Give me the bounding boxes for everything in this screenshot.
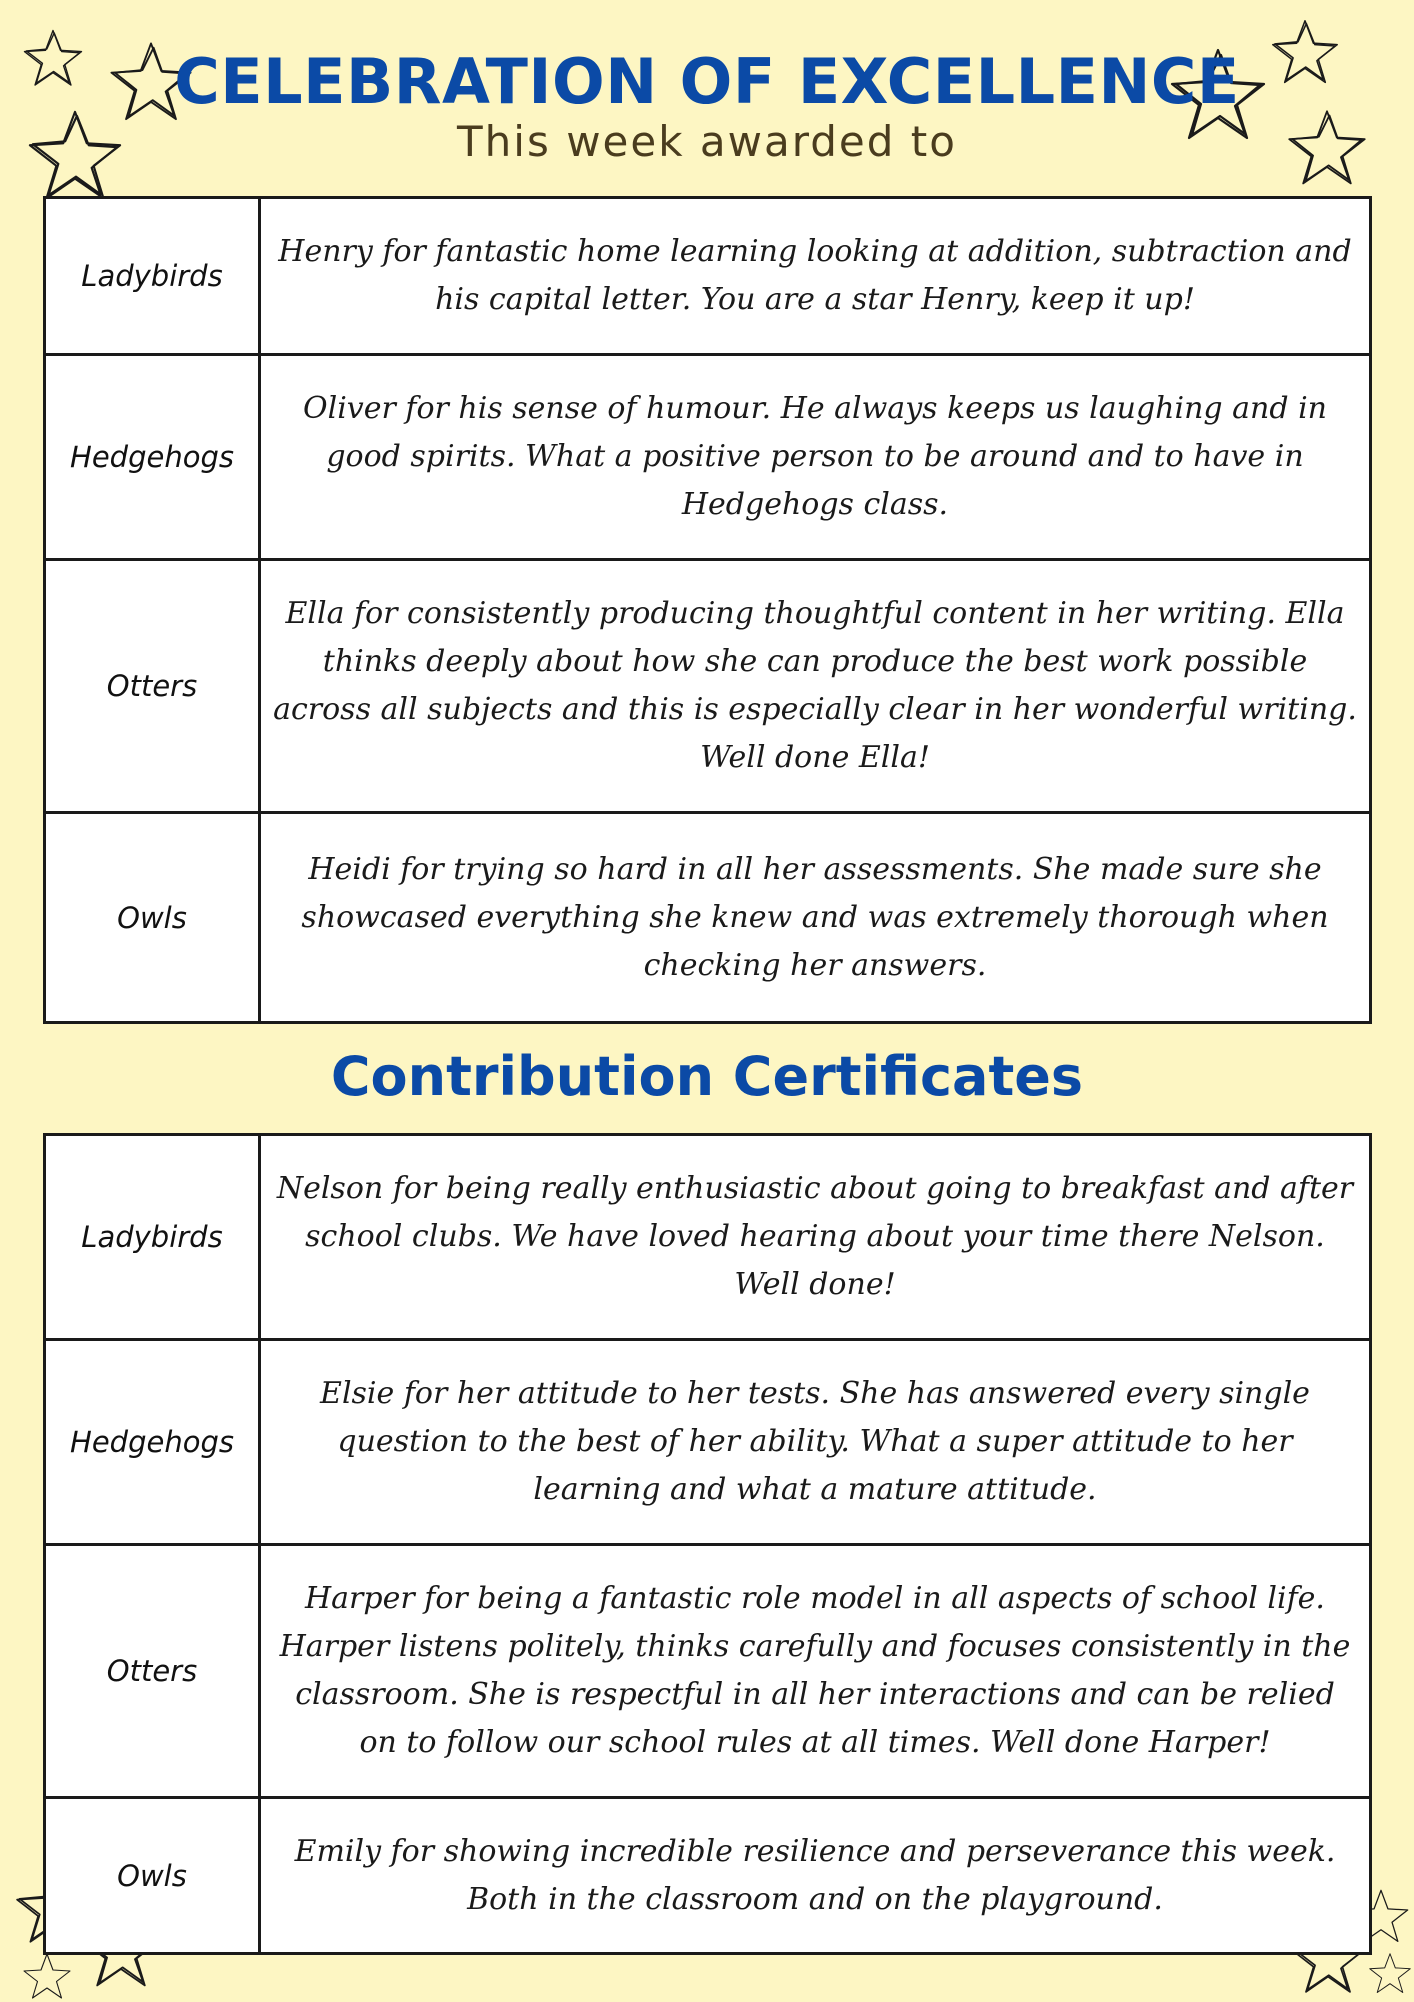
award-text: Elsie for her attitude to her tests. She has answered every single question to the best of her ability. What a super attitude to her learning and what a mature attitude. [260,1340,1371,1545]
award-text: Oliver for his sense of humour. He always keeps us laughing and in good spirits. What a positive person to be around and to have in Hedgehogs class. [260,355,1371,560]
award-text: Ella for consistently producing thoughtful content in her writing. Ella thinks deeply about how she can produce the best work possible across all subjects and this is especially clear in her wonderful writing. Well done Ella! [260,560,1371,813]
table-row [45,1340,1371,1545]
page-subtitle: This week awarded to [457,117,957,166]
star-doodle-icon [22,1952,72,2002]
class-name: Hedgehogs [45,1340,260,1545]
contribution-table [43,1133,1372,1955]
excellence-table [43,196,1372,1024]
table-row [45,813,1371,1023]
class-name: Otters [45,1545,260,1798]
table-row [45,355,1371,560]
class-name: Owls [45,813,260,1023]
table-row [45,198,1371,355]
class-name: Hedgehogs [45,355,260,560]
table-row [45,1798,1371,1954]
page-title: CELEBRATION OF EXCELLENCE [174,45,1240,118]
award-text: Heidi for trying so hard in all her assessments. She made sure she showcased everything she knew and was extremely thorough when checking her answers. [260,813,1371,1023]
class-name: Owls [45,1798,260,1954]
class-name: Ladybirds [45,198,260,355]
table-row [45,560,1371,813]
award-text: Henry for fantastic home learning looking at addition, subtraction and his capital letter. You are a star Henry, keep it up! [260,198,1371,355]
class-name: Ladybirds [45,1135,260,1340]
star-doodle-icon [1368,1952,1412,1996]
award-text: Emily for showing incredible resilience and perseverance this week. Both in the classroom and on the playground. [260,1798,1371,1954]
table-row [45,1135,1371,1340]
section-title: Contribution Certificates [330,1045,1084,1108]
award-text: Nelson for being really enthusiastic about going to breakfast and after school clubs. We have loved hearing about your time there Nelson. Well done! [260,1135,1371,1340]
table-row [45,1545,1371,1798]
award-text: Harper for being a fantastic role model in all aspects of school life. Harper listens politely, thinks carefully and focuses consistently in the classroom. She is respectful in all her interactions and can be relied on to follow our school rules at all times. Well done Harper! [260,1545,1371,1798]
class-name: Otters [45,560,260,813]
